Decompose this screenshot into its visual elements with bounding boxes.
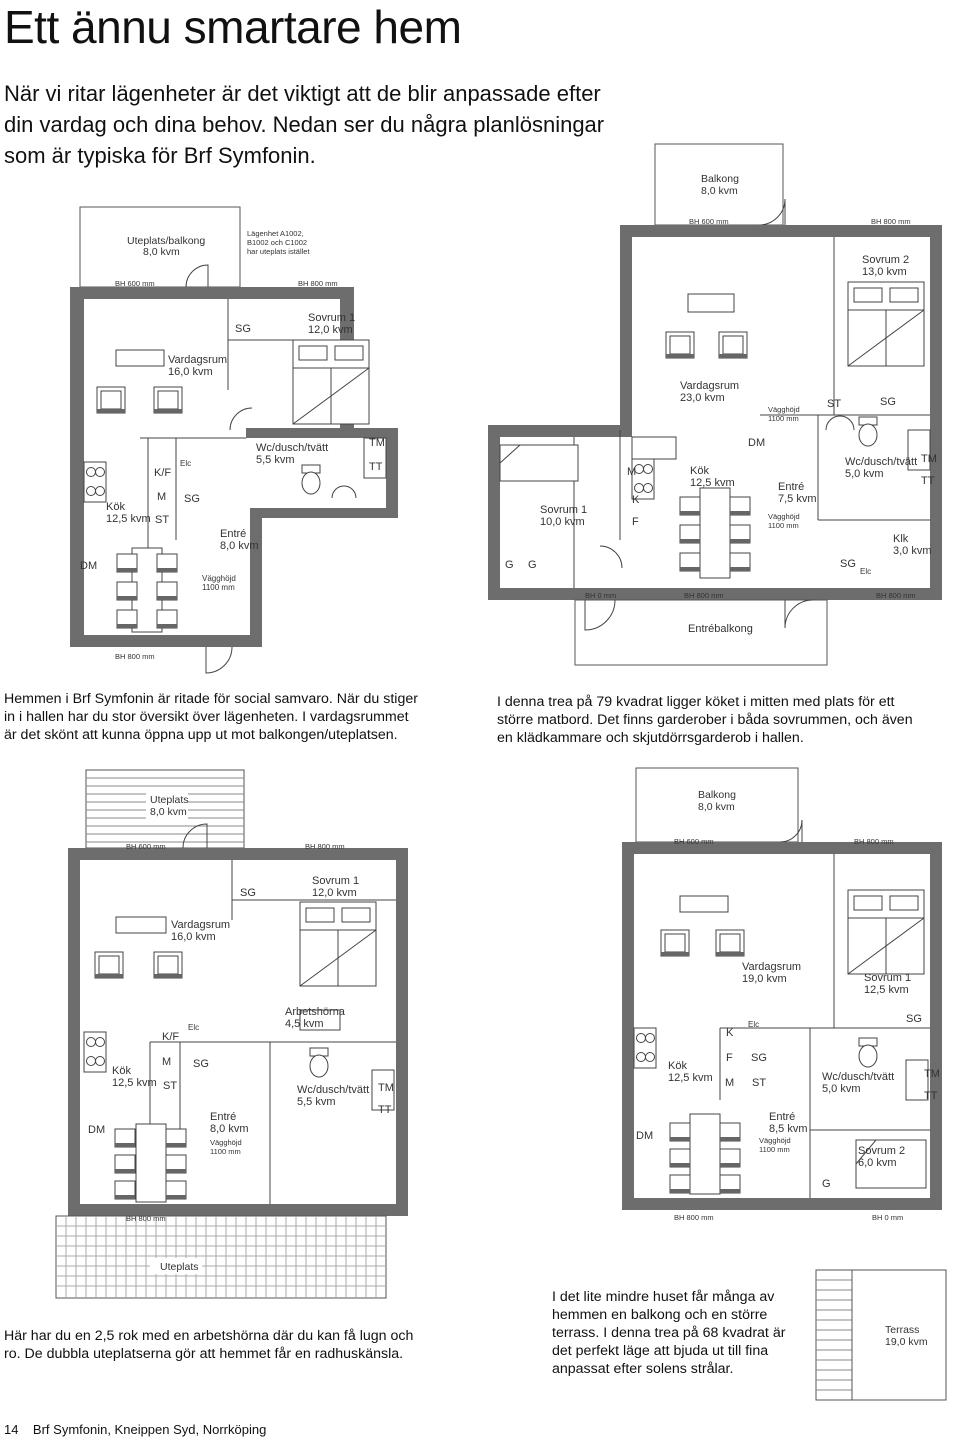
plan-note: BH 800 mm — [684, 591, 724, 600]
plan-label: 23,0 kvm — [680, 392, 725, 404]
caption-line: terrass. I denna trea på 68 kvadrat är — [552, 1325, 786, 1341]
caption-line: är det skönt att kunna öppna upp ut mot balkongen/uteplatsen. — [4, 727, 398, 743]
plan-label: Sovrum 1 — [540, 504, 588, 516]
plan-label: Entrébalkong — [688, 623, 753, 635]
caption-plan-c — [4, 1327, 464, 1363]
plan-label: F — [726, 1052, 733, 1064]
plan-note: BH 0 mm — [585, 591, 617, 600]
intro-line: När vi ritar lägenheter är det viktigt att de blir anpassade efter — [4, 81, 601, 106]
plan-label: K — [726, 1027, 734, 1039]
plan-note: 1100 mm — [210, 1147, 241, 1156]
plan-note: BH 600 mm — [674, 837, 714, 846]
plan-label: 4,5 kvm — [285, 1018, 324, 1030]
plan-label: M — [627, 466, 637, 478]
plan-label: Kök — [668, 1060, 687, 1072]
plan-label: 7,5 kvm — [778, 493, 817, 505]
plan-label: K/F — [154, 467, 172, 479]
plan-label: Sovrum 2 — [858, 1145, 906, 1157]
plan-label: 12,5 kvm — [864, 984, 909, 996]
plan-label: SG — [751, 1052, 767, 1064]
intro-line: som är typiska för Brf Symfonin. — [4, 143, 316, 168]
plan-label: ST — [155, 514, 170, 526]
plan-label: Sovrum 2 — [862, 254, 910, 266]
plan-label: ST — [163, 1080, 178, 1092]
plan-label: Uteplats — [150, 794, 189, 806]
plan-label: 8,0 kvm — [210, 1123, 249, 1135]
plan-label: 5,5 kvm — [297, 1096, 336, 1108]
plan-label: F — [632, 516, 639, 528]
plan-label: Uteplats/balkong — [127, 235, 206, 247]
plan-note: Vägghöjd — [768, 405, 800, 414]
plan-label: 12,5 kvm — [690, 477, 735, 489]
plan-label: 12,5 kvm — [668, 1072, 713, 1084]
plan-label: Entré — [210, 1111, 237, 1123]
plan-label: 8,5 kvm — [769, 1123, 808, 1135]
footer-text: Brf Symfonin, Kneippen Syd, Norrköping — [32, 1422, 267, 1437]
plan-label: Wc/dusch/tvätt — [845, 456, 918, 468]
plan-label: TT — [921, 475, 935, 487]
plan-label: 5,0 kvm — [845, 468, 884, 480]
plan-label: G — [822, 1178, 831, 1190]
plan-label: Klk — [893, 533, 909, 545]
plan-label: 19,0 kvm — [885, 1336, 928, 1348]
caption-line: Här har du en 2,5 rok med en arbetshörna där du kan få lugn och — [4, 1328, 414, 1344]
plan-note: Lägenhet A1002, — [247, 229, 304, 238]
plan-label: 16,0 kvm — [171, 931, 216, 943]
plan-label: Wc/dusch/tvätt — [822, 1071, 895, 1083]
plan-label: Terrass — [885, 1324, 920, 1336]
plan-note: 1100 mm — [768, 414, 799, 423]
plan-note: BH 800 mm — [854, 837, 894, 846]
plan-note: BH 600 mm — [115, 279, 155, 288]
plan-label: M — [725, 1077, 735, 1089]
plan-label: 8,0 kvm — [150, 806, 187, 818]
plan-label: TM — [921, 453, 937, 465]
plan-label: TM — [378, 1082, 394, 1094]
plan-note: BH 800 mm — [305, 842, 345, 851]
plan-label: K — [632, 494, 640, 506]
caption-line: större matbord. Det finns garderober i båda sovrummen, och även — [497, 712, 913, 728]
plan-label: SG — [240, 887, 256, 899]
plan-label: 12,5 kvm — [112, 1077, 157, 1089]
plan-label: 12,0 kvm — [312, 887, 357, 899]
caption-line: hemmen en balkong och en större — [552, 1307, 768, 1323]
plan-label: Vardagsrum — [168, 354, 228, 366]
plan-label: Kök — [112, 1065, 131, 1077]
plan-label: Balkong — [701, 173, 739, 185]
plan-c — [56, 770, 408, 1298]
plan-note: BH 800 mm — [115, 652, 155, 661]
plan-note: BH 0 mm — [872, 1213, 904, 1222]
plan-label: 12,0 kvm — [308, 324, 353, 336]
caption-plan-b — [497, 693, 957, 747]
plan-label: SG — [235, 323, 251, 335]
caption-line: anpassat efter solens strålar. — [552, 1361, 734, 1377]
plan-label: DM — [88, 1124, 106, 1136]
plan-note: 1100 mm — [202, 583, 235, 592]
plan-label: 6,0 kvm — [858, 1157, 897, 1169]
plan-note: BH 800 mm — [298, 279, 338, 288]
plan-label: Elc — [180, 459, 192, 468]
plan-label: DM — [636, 1130, 654, 1142]
plan-label: Kök — [690, 465, 709, 477]
plan-label: SG — [906, 1013, 922, 1025]
plan-label: TT — [924, 1090, 938, 1102]
plan-label: Wc/dusch/tvätt — [297, 1084, 370, 1096]
plan-label: G — [528, 559, 537, 571]
plan-label: Sovrum 1 — [864, 972, 912, 984]
caption-plan-d — [552, 1288, 812, 1378]
caption-line: en klädkammare och skjutdörrsgarderob i hallen. — [497, 730, 804, 746]
plan-note: BH 600 mm — [689, 217, 729, 226]
plan-note: Vägghöjd — [210, 1138, 242, 1147]
plan-label: G — [505, 559, 514, 571]
plan-label: TM — [924, 1068, 940, 1080]
intro-line: din vardag och dina behov. Nedan ser du några planlösningar — [4, 112, 605, 137]
plan-label: Elc — [860, 567, 872, 576]
plan-label: TT — [378, 1104, 392, 1116]
plan-a — [70, 207, 398, 673]
caption-line: det perfekt läge att bjuda ut till fina — [552, 1343, 769, 1359]
page-footer — [4, 1422, 266, 1437]
plan-label: SG — [193, 1058, 209, 1070]
plan-label: 5,5 kvm — [256, 454, 295, 466]
plan-note: Vägghöjd — [768, 512, 800, 521]
page-title: Ett ännu smartare hem — [4, 1, 462, 53]
plan-note: BH 600 mm — [126, 842, 166, 851]
page-number: 14 — [4, 1422, 19, 1437]
plan-label: M — [162, 1056, 172, 1068]
plan-label: Wc/dusch/tvätt — [256, 442, 329, 454]
caption-line: Hemmen i Brf Symfonin är ritade för social samvaro. När du stiger — [4, 691, 418, 707]
plan-label: SG — [184, 493, 200, 505]
plan-label: DM — [748, 437, 766, 449]
plan-label: 3,0 kvm — [893, 545, 932, 557]
plan-label: Vardagsrum — [171, 919, 231, 931]
plan-note: BH 800 mm — [876, 591, 916, 600]
plan-label: K/F — [162, 1031, 180, 1043]
plan-label: Uteplats — [160, 1261, 199, 1273]
plan-label: TM — [369, 437, 385, 449]
plan-b — [488, 144, 942, 665]
plan-label: 8,0 kvm — [143, 246, 180, 258]
caption-plan-a — [4, 690, 474, 744]
plan-label: 19,0 kvm — [742, 973, 787, 985]
plan-label: Vardagsrum — [742, 961, 802, 973]
plan-note: Vägghöjd — [202, 574, 236, 583]
plan-note: BH 800 mm — [126, 1214, 166, 1223]
plan-label: 5,0 kvm — [822, 1083, 861, 1095]
plan-label: Entré — [220, 528, 247, 540]
plan-label: 12,5 kvm — [106, 513, 151, 525]
plan-label: 13,0 kvm — [862, 266, 907, 278]
plan-label: Elc — [188, 1023, 200, 1032]
plan-label: Vardagsrum — [680, 380, 740, 392]
caption-line: I denna trea på 79 kvadrat ligger köket i mitten med plats för ett — [497, 694, 895, 710]
plan-note: 1100 mm — [768, 521, 799, 530]
plan-label: DM — [80, 560, 98, 572]
plan-label: Elc — [748, 1020, 760, 1029]
plan-note: B1002 och C1002 — [247, 238, 308, 247]
plan-note: BH 800 mm — [674, 1213, 714, 1222]
plan-note: 1100 mm — [759, 1145, 790, 1154]
plan-label: Sovrum 1 — [308, 312, 356, 324]
plan-label: 8,0 kvm — [220, 540, 259, 552]
plan-note: Vägghöjd — [759, 1136, 791, 1145]
plan-note: BH 800 mm — [871, 217, 911, 226]
plan-label: Sovrum 1 — [312, 875, 360, 887]
plan-label: Balkong — [698, 789, 736, 801]
plan-label: SG — [880, 396, 896, 408]
plan-label: Kök — [106, 501, 125, 513]
plan-label: SG — [840, 558, 856, 570]
plan-label: 10,0 kvm — [540, 516, 585, 528]
plan-label: Entré — [769, 1111, 796, 1123]
plan-label: M — [157, 491, 167, 503]
plan-label: ST — [827, 398, 842, 410]
caption-line: in i hallen har du stor översikt över lägenheten. I vardagsrummet — [4, 709, 409, 725]
plan-label: 8,0 kvm — [701, 185, 738, 197]
plan-label: 8,0 kvm — [698, 801, 735, 813]
plan-label: Entré — [778, 481, 805, 493]
plan-label: ST — [752, 1077, 767, 1089]
plan-label: 16,0 kvm — [168, 366, 213, 378]
plan-label: TT — [369, 461, 383, 473]
plan-label: Arbetshörna — [285, 1006, 345, 1018]
caption-line: ro. De dubbla uteplatserna gör att hemmet får en radhuskänsla. — [4, 1346, 404, 1362]
caption-line: I det lite mindre huset får många av — [552, 1289, 775, 1305]
plan-note: har uteplats istället — [247, 247, 310, 256]
